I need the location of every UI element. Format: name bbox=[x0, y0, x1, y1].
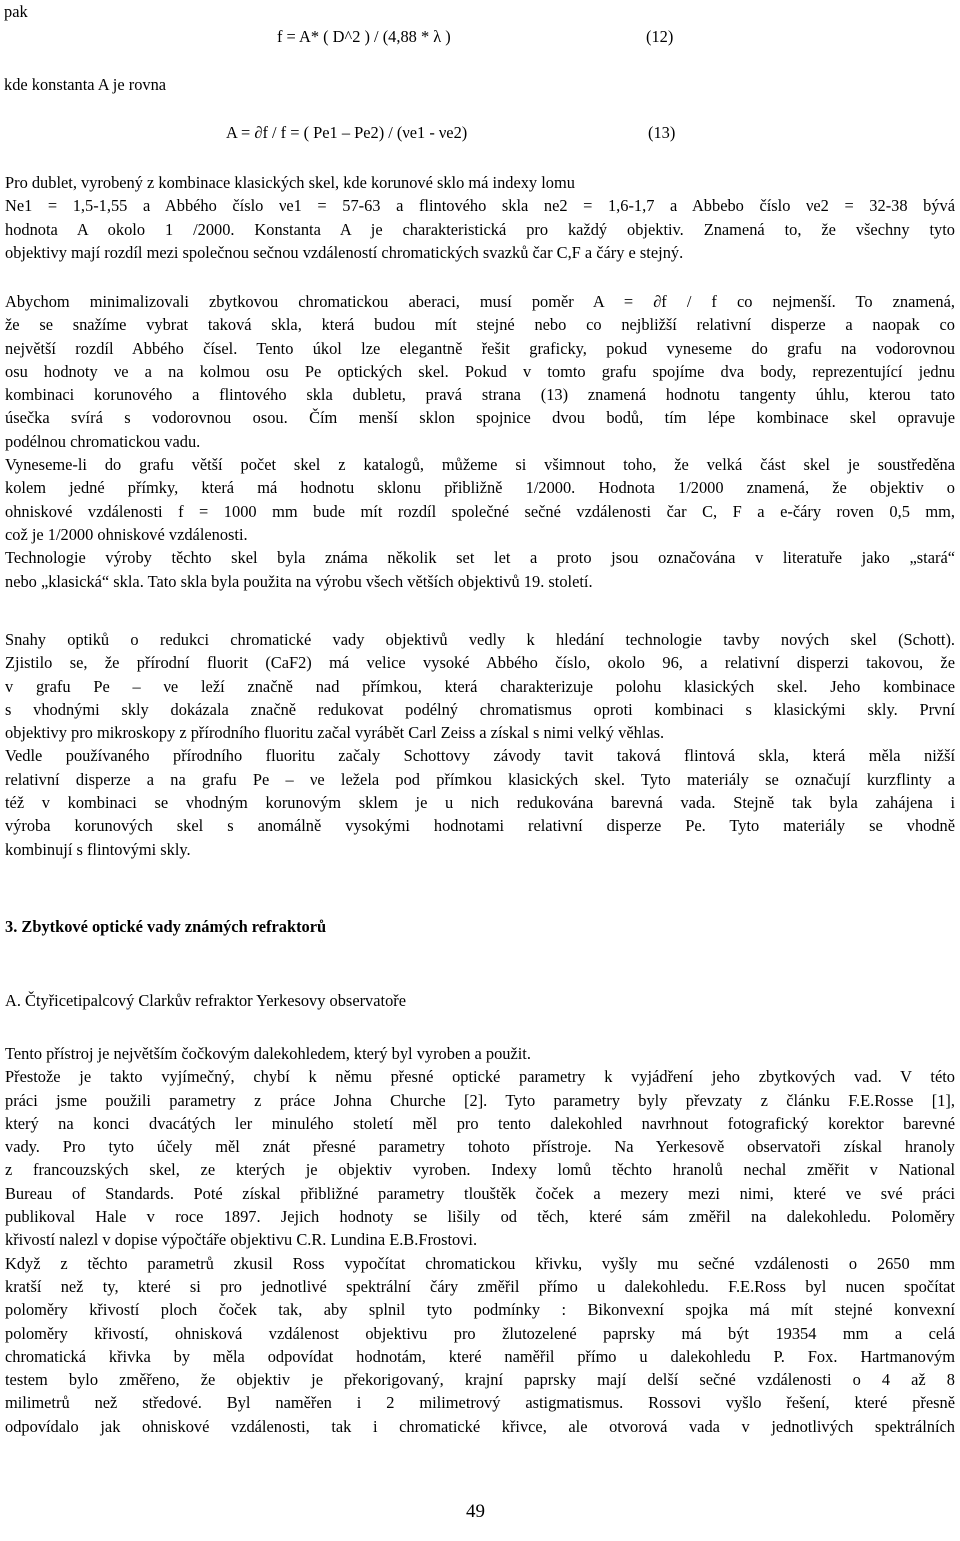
text-line: Technologie výroby těchto skel byla známa několik set let a proto jsou označována v literatuře jako „stará“ bbox=[5, 548, 955, 568]
text-line: práci jsme použili parametry z práce Johna Churche [2]. Tyto parametry byly převzaty z článku F.E.Rosse [1], bbox=[5, 1090, 955, 1110]
text-line: hodnota A okolo 1 /2000. Konstanta A je charakteristická pro každý objektiv. Znamená to, že všechny tyto bbox=[5, 219, 955, 239]
text-line: testem bylo změřeno, že objektiv je překorigovaný, krajní paprsky mají delší sečné vzdálenosti o 4 až 8 bbox=[5, 1370, 955, 1390]
text-line: který na konci dvacátých ler minulého století měl pro tento dalekohled navrhnout fotografický korektor barevné bbox=[5, 1113, 955, 1133]
text-line: Bureau of Standards. Poté získal přibližné parametry tlouštěk čoček a mezery mezi nimi, které ve své práci bbox=[5, 1183, 955, 1203]
text-line: Přestože je takto vyjímečný, chybí k němu přesné optické parametry k vyjádření jeho zbytkových vad. V této bbox=[5, 1067, 955, 1087]
text-line: Vedle používaného přírodního fluoritu začaly Schottovy závody tavit taková flintová skla, která měla nižší bbox=[5, 746, 955, 766]
paragraph-fluorite bbox=[5, 628, 955, 861]
text-line: úsečka svírá s vodorovnou osou. Čím menší sklon spojnice dvou bodů, tím lépe kombinace skel opravuje bbox=[5, 408, 955, 428]
formula-13: A = ∂f / f = ( Pe1 – Pe2) / (νe1 - νe2) bbox=[226, 123, 468, 142]
text-line: objektivy mají rozdíl mezi společnou sečnou vzdáleností chromatických svazků čar C,F a čáry e stejný. bbox=[5, 242, 684, 262]
text-line: odpovídalo jak ohniskové vzdálenosti, tak i chromatické křivce, ale otvorová vada v jednotlivých spektrálních bbox=[5, 1416, 955, 1436]
text-line: Vyneseme-li do grafu větší počet skel z katalogů, můžeme si všimnout toho, že velká část skel je soustředěna bbox=[5, 455, 955, 475]
equation-number-13: (13) bbox=[648, 123, 676, 142]
text-line: osu hodnoty νe a na kolmou osu Pe optických skel. Pokud v tomto grafu spojíme dva body, reprezentující jednu bbox=[5, 361, 955, 381]
page-number: 49 bbox=[466, 1501, 485, 1522]
section-heading: 3. Zbytkové optické vady známých refraktorů bbox=[5, 917, 327, 936]
text-line: z francouzských skel, ze kterých je objektiv vyroben. Indexy lomů těchto hranolů nechal změřit v National bbox=[5, 1160, 955, 1180]
text-line: kombinují s flintovými skly. bbox=[5, 839, 191, 859]
text-line: v grafu Pe – νe leží značně nad přímkou, která charakterizuje polohu klasických skel. Jeho kombinace bbox=[5, 676, 955, 696]
text-line: vady. Pro tyto účely měl znát přesné parametry tohoto přístroje. Na Yerkesově observatoři získal hranoly bbox=[5, 1137, 955, 1157]
text-line: relativní disperze a na grafu Pe – νe ležela pod přímkou klasických skel. Tyto materiály se označují kurzflinty a bbox=[5, 769, 955, 789]
subsection-heading: A. Čtyřicetipalcový Clarkův refraktor Yerkesovy observatoře bbox=[5, 991, 407, 1010]
text-line: poloměry křivostí ploch čoček tak, aby splnil tyto podmínky : Bikonvexní spojka má mít stejné konvexní bbox=[5, 1300, 955, 1320]
equation-number-12: (12) bbox=[646, 27, 674, 46]
text-line: též v kombinaci se vhodným korunovým sklem je u nich redukována barevná vada. Stejně tak byla zahájena i bbox=[5, 793, 955, 813]
text-line: kratší než ty, které si pro jednotlivé spektrální čáry změřil přímo u dalekohledu. F.E.Ross byl nucen spočítat bbox=[5, 1276, 955, 1296]
constant-intro: kde konstanta A je rovna bbox=[4, 75, 167, 94]
text-line: publikoval Hale v roce 1897. Jejich hodnoty se lišily od těch, které sám změřil na dalekohledu. Poloměry bbox=[5, 1207, 955, 1227]
text-line: Tento přístroj je největším čočkovým dalekohledem, který byl vyroben a použit. bbox=[5, 1044, 531, 1063]
text-line: křivostí nalezl v dopise výpočtáře objektivu C.R. Lundina E.B.Frostovi. bbox=[5, 1230, 478, 1250]
text-line: kombinaci korunového a flintového skla dubletu, pravá strana (13) znamená hodnotu tangenty úhlu, kterou tato bbox=[5, 385, 955, 405]
text-line: největší rozdíl Abbého čísel. Tento úkol lze elegantně řešit graficky, pokud vyneseme do grafu na vodorovnou bbox=[5, 338, 955, 358]
text-line: chromatická křivka by měla odpovídat hodnotám, které naměřil přímo u dalekohledu P. Fox. Hartmanovým bbox=[5, 1346, 955, 1366]
text-line: s vhodnými skly dokázala značně redukovat podélný chromatismus oproti kombinaci s klasickými skly. První bbox=[5, 699, 955, 719]
text-line: což je 1/2000 ohniskové vzdálenosti. bbox=[5, 524, 248, 544]
text-line: poloměry křivostí, ohnisková vzdálenost objektivu pro žlutozelené paprsky má být 19354 mm a celá bbox=[5, 1323, 955, 1343]
paragraph-dublet bbox=[5, 171, 955, 264]
text-line: kolem jedné přímky, která má hodnotu sklonu přibližně 1/2000. Hodnota 1/2000 znamená, že objektiv o bbox=[5, 478, 955, 498]
text-line: Ne1 = 1,5-1,55 a Abbého číslo νe1 = 57-63 a flintového skla ne2 = 1,6-1,7 a Abbebo číslo νe2 = 32-38 bývá bbox=[5, 196, 955, 216]
text-line: objektivy pro mikroskopy z přírodního fluoritu začal vyrábět Carl Zeiss a získal s nimi velký věhlas. bbox=[5, 723, 665, 743]
text-line: nebo „klasická“ skla. Tato skla byla použita na výrobu všech větších objektivů 19. století. bbox=[5, 571, 593, 591]
paragraph-yerkes bbox=[5, 1042, 955, 1438]
formula-12: f = A* ( D^2 ) / (4,88 * λ ) bbox=[277, 27, 451, 46]
intro-word: pak bbox=[4, 2, 28, 21]
text-line: že se snažíme vybrat taková skla, která budou mít stejné nebo co nejbližší relativní disperze a naopak co bbox=[5, 315, 955, 335]
text-line: Abychom minimalizovali zbytkovou chromatickou aberaci, musí poměr A = ∂f / f co nejmenší. To znamená, bbox=[5, 292, 955, 311]
text-line: ohniskové vzdálenosti f = 1000 mm bude mít rozdíl společné sečné vzdálenosti čar C, F a e-čáry roven 0,5 mm, bbox=[5, 501, 955, 521]
text-line: Snahy optiků o redukci chromatické vady objektivů vedly k hledání technologie tavby nových skel (Schott). bbox=[5, 630, 955, 649]
text-line: milimetrů než středové. Byl naměřen i 2 milimetrový astigmatismus. Rossovi vyšlo řešení, které přesně bbox=[5, 1393, 955, 1413]
text-line: podélnou chromatickou vadu. bbox=[5, 431, 201, 451]
text-line: výroba korunových skel s anomálně vysokými hodnotami relativní disperze Pe. Tyto materiály se vhodně bbox=[5, 816, 955, 836]
text-line: Pro dublet, vyrobený z kombinace klasických skel, kde korunové sklo má indexy lomu bbox=[5, 173, 575, 192]
paragraph-minimization bbox=[5, 290, 955, 593]
text-line: Když z těchto parametrů zkusil Ross vypočítat chromatickou křivku, vyšly mu sečné vzdálenosti o 2650 mm bbox=[5, 1253, 955, 1273]
text-line: Zjistilo se, že přírodní fluorit (CaF2) má velice vysoké Abbého číslo, okolo 96, a relativní disperzi takovou, že bbox=[5, 653, 955, 673]
